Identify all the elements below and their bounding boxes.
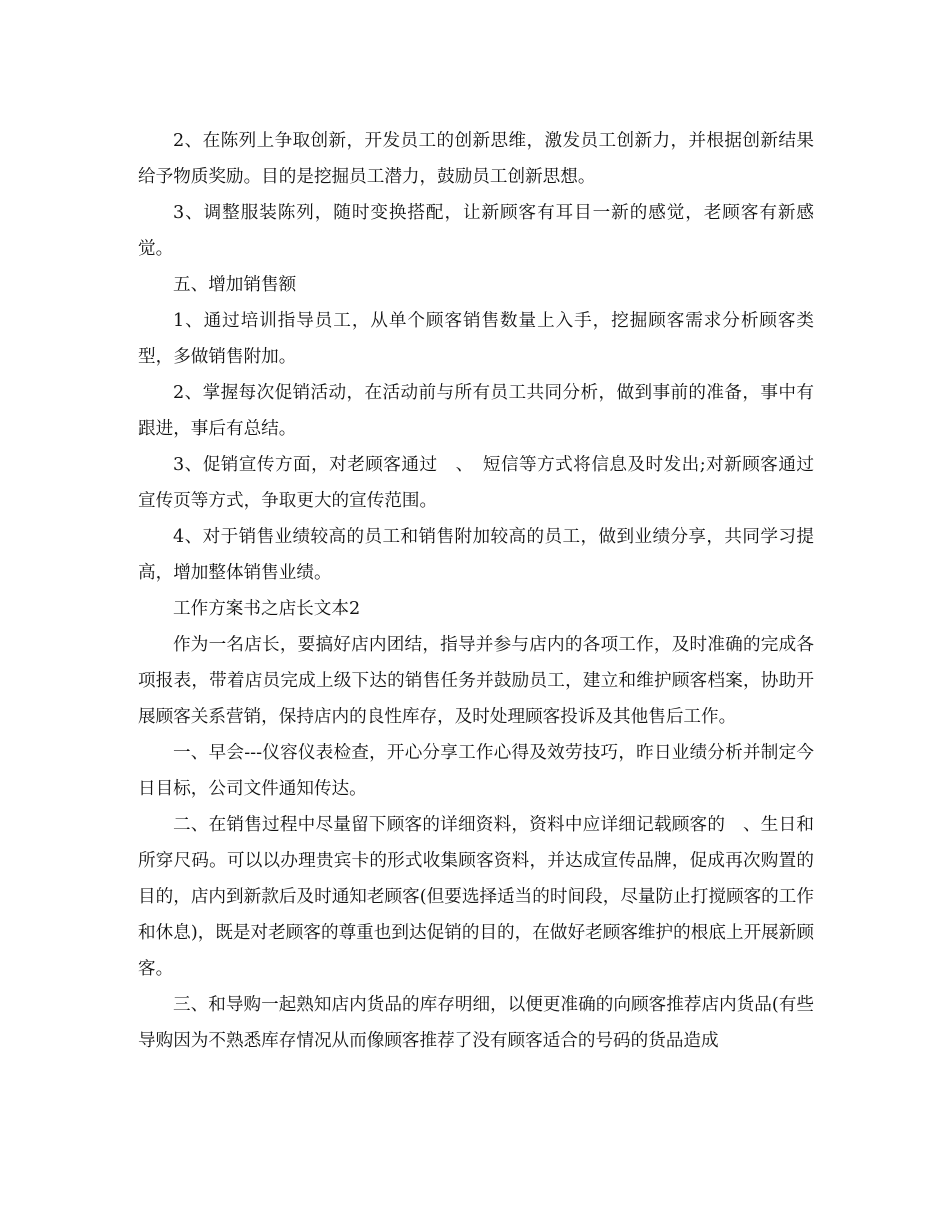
paragraph: 3、调整服装陈列，随时变换搭配，让新顾客有耳目一新的感觉，老顾客有新感觉。 [138,203,814,259]
paragraph: 一、早会---仪容仪表检查，开心分享工作心得及效劳技巧，昨日业绩分析并制定今日目标，公司文件通知传达。 [138,743,814,799]
paragraph: 2、在陈列上争取创新，开发员工的创新思维，激发员工创新力，并根据创新结果给予物质奖励。目的是挖掘员工潜力，鼓励员工创新思想。 [138,131,814,187]
paragraph: 4、对于销售业绩较高的员工和销售附加较高的员工，做到业绩分享，共同学习提高，增加整体销售业绩。 [138,527,814,583]
section-heading: 五、增加销售额 [173,275,297,295]
document-subtitle: 工作方案书之店长文本2 [173,599,361,619]
paragraph: 2、掌握每次促销活动，在活动前与所有员工共同分析，做到事前的准备，事中有跟进，事后有总结。 [138,383,814,439]
paragraph: 二、在销售过程中尽量留下顾客的详细资料，资料中应详细记载顾客的 、生日和所穿尺码。可以以办理贵宾卡的形式收集顾客资料，并达成宣传品牌，促成再次购置的目的，店内到新款后及时通知老顾客(但要选择适当的时间段，尽量防止打搅顾客的工作和休息)，既是对老顾客的尊重也到达促销的目的，在做好老顾客维护的根底上开展新顾客。 [138,815,814,979]
paragraph: 1、通过培训指导员工，从单个顾客销售数量上入手，挖掘顾客需求分析顾客类型，多做销售附加。 [138,311,814,367]
document-body [138,123,814,1059]
paragraph: 作为一名店长，要搞好店内团结，指导并参与店内的各项工作，及时准确的完成各项报表，带着店员完成上级下达的销售任务并鼓励员工，建立和维护顾客档案，协助开展顾客关系营销，保持店内的良性库存，及时处理顾客投诉及其他售后工作。 [138,635,814,727]
paragraph: 3、促销宣传方面，对老顾客通过 、 短信等方式将信息及时发出;对新顾客通过宣传页等方式，争取更大的宣传范围。 [138,455,814,511]
paragraph: 三、和导购一起熟知店内货品的库存明细，以便更准确的向顾客推荐店内货品(有些导购因为不熟悉库存情况从而像顾客推荐了没有顾客适合的号码的货品造成 [138,995,814,1051]
